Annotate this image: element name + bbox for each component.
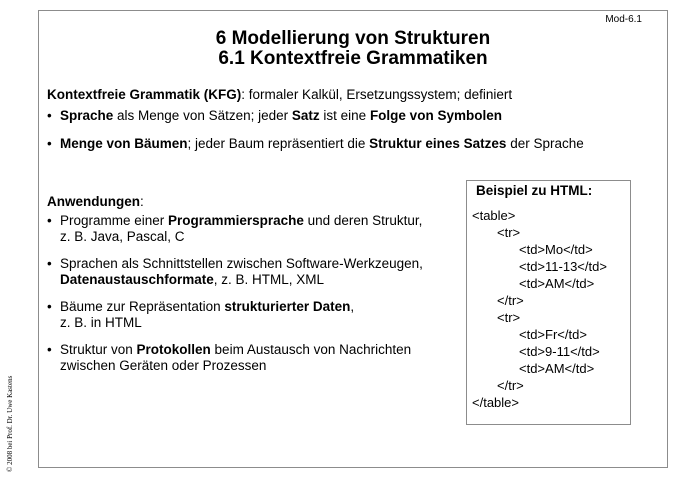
applications-heading-text: Anwendungen: [47, 194, 140, 209]
code-line: <tr>: [497, 310, 521, 325]
item-text: z. B. Java, Pascal, C: [60, 229, 185, 244]
page-number: Mod-6.1: [605, 14, 642, 25]
title-line-1: 6 Modellierung von Strukturen: [215, 28, 491, 49]
code-line: <td>Fr</td>: [519, 327, 587, 342]
application-item: [47, 342, 457, 374]
definition-term: Kontextfreie Grammatik (KFG): [47, 87, 242, 102]
bold-term: Programmiersprache: [168, 213, 304, 228]
item-text: beim Austausch von Nachrichten: [210, 342, 412, 357]
item-text: Programme einer: [60, 213, 169, 228]
code-line: </tr>: [497, 293, 524, 308]
definition-bullet-list: [47, 135, 584, 152]
bold-term: Sprache: [60, 108, 114, 123]
application-item: [47, 213, 457, 245]
application-item: [47, 256, 457, 288]
bullet-text: ist eine: [319, 108, 370, 123]
definition-text: : formaler Kalkül, Ersetzungssystem; definiert: [241, 87, 513, 102]
heading-suffix: :: [140, 194, 144, 209]
item-text: zwischen Geräten oder Prozessen: [60, 358, 267, 373]
item-text: , z. B. HTML, XML: [213, 272, 325, 287]
code-line: </tr>: [497, 378, 524, 393]
page-title: [38, 29, 668, 69]
bullet-text: als Menge von Sätzen; jeder: [113, 108, 292, 123]
item-text: ,: [350, 299, 355, 314]
title-line-2: 6.1 Kontextfreie Grammatiken: [218, 48, 488, 69]
code-line: <td>AM</td>: [519, 361, 595, 376]
bullet-text: der Sprache: [506, 136, 584, 151]
bold-term: Satz: [291, 108, 320, 123]
item-text: Struktur von: [60, 342, 137, 357]
item-text: Bäume zur Repräsentation: [60, 299, 225, 314]
applications-heading: [47, 194, 144, 209]
code-line: <td>Mo</td>: [519, 242, 593, 257]
bold-term: Protokollen: [136, 342, 211, 357]
item-text: Sprachen als Schnittstellen zwischen Software-Werkzeugen,: [60, 256, 423, 271]
bold-term: Menge von Bäumen: [60, 136, 188, 151]
bold-term: Datenaustauschformate: [60, 272, 214, 287]
code-line: <td>11-13</td>: [519, 259, 607, 274]
code-line: </table>: [472, 395, 519, 410]
bullet-text: ; jeder Baum repräsentiert die: [187, 136, 370, 151]
definition-bullet: [47, 107, 502, 124]
item-text: z. B. in HTML: [60, 315, 142, 330]
bold-term: strukturierter Daten: [224, 299, 351, 314]
application-item: [47, 299, 457, 331]
bold-term: Struktur eines Satzes: [369, 136, 507, 151]
definition-line: [47, 87, 512, 102]
html-code-example: [472, 207, 607, 411]
copyright-note: © 2008 bei Prof. Dr. Uwe Kastens: [6, 375, 14, 472]
code-line: <table>: [472, 208, 516, 223]
code-line: <tr>: [497, 225, 521, 240]
definition-bullet-list: [47, 107, 502, 124]
bold-term: Folge von Symbolen: [369, 108, 502, 123]
item-text: und deren Struktur,: [303, 213, 423, 228]
example-title: Beispiel zu HTML:: [476, 183, 593, 198]
code-line: <td>AM</td>: [519, 276, 595, 291]
definition-bullet: [47, 135, 584, 152]
applications-list: [47, 213, 457, 385]
code-line: <td>9-11</td>: [519, 344, 600, 359]
